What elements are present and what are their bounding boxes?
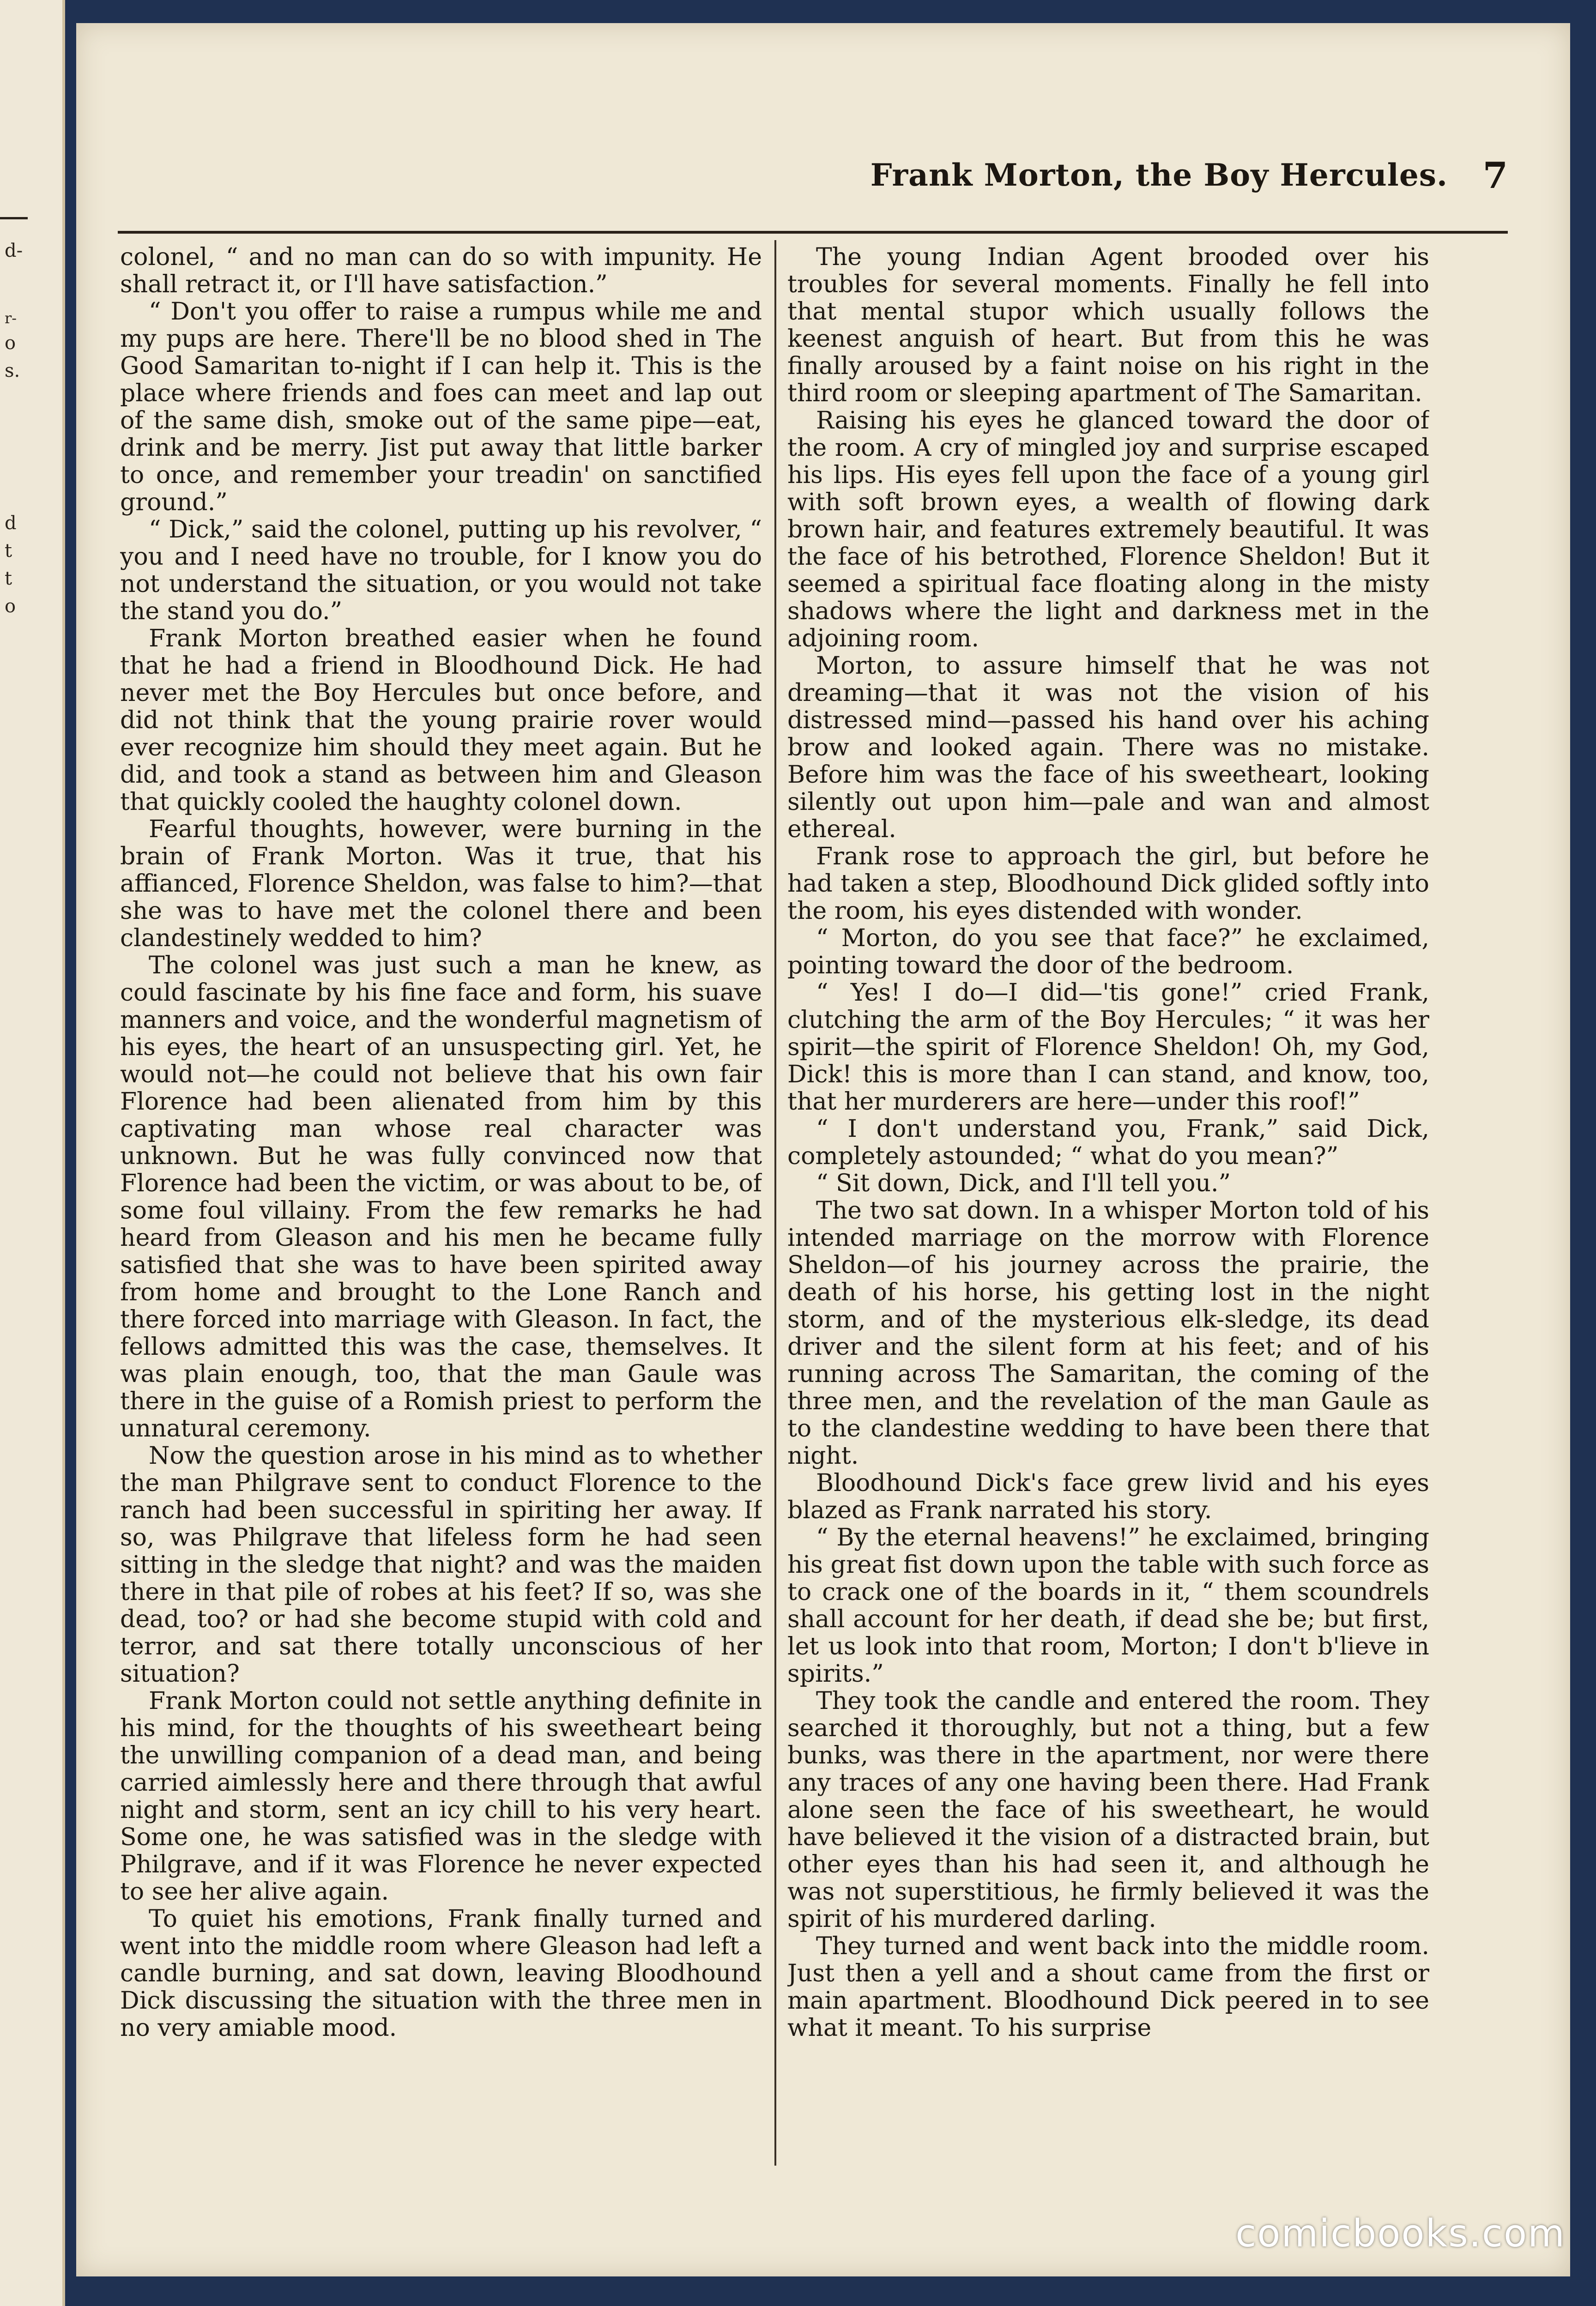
margin-fragment: o [5,332,16,354]
paragraph: “ Yes! I do—I did—'tis gone!” cried Frank, clutching the arm of the Boy Hercules; “ it was her spirit—the spirit of Florence Sheldon! Oh, my God, Dick! this is more than I can stand, and know, too, that her murderers are here—under this roof!” [787,979,1429,1116]
header-rule [118,231,1508,234]
paragraph: The young Indian Agent brooded over his troubles for several moments. Finally he fell into that mental stupor which usually follows the keenest anguish of heart. But from this he was finally aroused by a faint noise on his right in the third room or sleeping apartment of The Samaritan. [787,244,1429,407]
margin-fragment: d- [5,240,23,261]
paragraph: “ Sit down, Dick, and I'll tell you.” [816,1170,1231,1197]
margin-fragment: s. [5,360,20,381]
paragraph: Raising his eyes he glanced toward the door of the room. A cry of mingled joy and surprise escaped his lips. His eyes fell upon the face of a young girl with soft brown eyes, a wealth of flowing dark brown hair, and features extremely beautiful. It was the face of his betrothed, Florence Sheldon! But it seemed a spiritual face floating along in the misty shadows where the light and darkness met in the adjoining room. [787,407,1429,652]
column-divider [774,240,776,2166]
text-column-left [120,244,762,2183]
text-column-right [787,244,1429,2183]
margin-fragment: r- [5,309,17,327]
margin-fragment: t [5,568,12,589]
paragraph: They took the candle and entered the room. They searched it thoroughly, but not a thing, but a few bunks, was there in the apartment, nor were there any traces of any one having been there. Had Frank alone seen the face of his sweetheart, he would have believed it the vision of a distracted brain, but other eyes than his had seen it, and although he was not superstitious, he firmly believed it was the spirit of his murdered darling. [787,1687,1429,1933]
page-number: 7 [1482,155,1508,197]
paragraph: To quiet his emotions, Frank finally turned and went into the middle room where Gleason had left a candle burning, and sat down, leaving Bloodhound Dick discussing the situation with the three men in no very amiable mood. [120,1905,762,2042]
margin-rule [0,217,28,219]
paragraph: Fearful thoughts, however, were burning in the brain of Frank Morton. Was it true, that his affianced, Florence Sheldon, was false to him?—that she was to have met the colonel there and been clandestinely wedded to him? [120,815,762,952]
paragraph: “ I don't understand you, Frank,” said Dick, completely astounded; “ what do you mean?” [787,1115,1429,1170]
paragraph: “ By the eternal heavens!” he exclaimed, bringing his great fist down upon the table with such force as to crack one of the boards in it, “ them scoundrels shall account for her death, if dead she be; but first, let us look into that room, Morton; I don't b'lieve in spirits.” [787,1524,1429,1688]
paragraph: Frank Morton could not settle anything definite in his mind, for the thoughts of his sweetheart being the unwilling companion of a dead man, and being carried aimlessly here and there through that awful night and storm, sent an icy chill to his very heart. Some one, he was satisfied was in the sledge with Philgrave, and if it was Florence he never expected to see her alive again. [120,1687,762,1906]
paragraph: Frank Morton breathed easier when he found that he had a friend in Bloodhound Dick. He had never met the Boy Hercules but once before, and did not think that the young prairie rover would ever recognize him should they meet again. But he did, and took a stand as between him and Gleason that quickly cooled the haughty colonel down. [120,625,762,816]
paragraph: They turned and went back into the middle room. Just then a yell and a shout came from the first or main apartment. Bloodhound Dick peered in to see what it meant. To his surprise [787,1932,1429,2042]
margin-fragment: t [5,540,12,561]
page-sheet [76,23,1570,2276]
paragraph: The colonel was just such a man he knew, as could fascinate by his fine face and form, his suave manners and voice, and the wonderful magnetism of his eyes, the heart of an unsuspecting girl. Yet, he would not—he could not believe that his own fair Florence had been alienated from him by this captivating man whose real character was unknown. But he was fully convinced now that Florence had been the victim, or was about to be, of some foul villainy. From the few remarks he had heard from Gleason and his men he became fully satisfied that she was to have been spirited away from home and brought to the Lone Ranch and there forced into marriage with Gleason. In fact, the fellows admitted this was the case, themselves. It was plain enough, too, that the man Gaule was there in the guise of a Romish priest to perform the unnatural ceremony. [120,952,762,1443]
paragraph: Bloodhound Dick's face grew livid and his eyes blazed as Frank narrated his story. [787,1469,1429,1524]
paragraph: Now the question arose in his mind as to whether the man Philgrave sent to conduct Florence to the ranch had been successful in spiriting her away. If so, was Philgrave that lifeless form he had seen sitting in the sledge that night? and was the maiden there in that pile of robes at his feet? If so, was she dead, too? or had she become stupid with cold and terror, and sat there totally unconscious of her situation? [120,1442,762,1688]
paragraph: “ Dick,” said the colonel, putting up his revolver, “ you and I need have no trouble, for I know you do not understand the situation, or you would not take the stand you do.” [120,516,762,625]
adjacent-page-margin [0,0,65,2306]
paragraph: Morton, to assure himself that he was not dreaming—that it was not the vision of his distressed mind—passed his hand over his aching brow and looked again. There was no mistake. Before him was the face of his sweetheart, looking silently out upon him—pale and wan and almost ethereal. [787,652,1429,843]
margin-fragment: d [5,513,17,534]
paragraph: “ Don't you offer to raise a rumpus while me and my pups are here. There'll be no blood shed in The Good Samaritan to-night if I can help it. This is the place where friends and foes can meet and lap out of the same dish, smoke out of the same pipe—eat, drink and be merry. Jist put away that little barker to once, and remember your treadin' on sanctified ground.” [120,298,762,516]
paragraph: “ Morton, do you see that face?” he exclaimed, pointing toward the door of the bedroom. [787,924,1429,979]
paragraph: Frank rose to approach the girl, but before he had taken a step, Bloodhound Dick glided softly into the room, his eyes distended with wonder. [787,843,1429,925]
watermark: comicbooks.com [1235,2212,1566,2256]
paragraph: The two sat down. In a whisper Morton told of his intended marriage on the morrow with Florence Sheldon—of his journey across the prairie, the death of his horse, his getting lost in the night storm, and of the mysterious elk-sledge, its dead driver and the silent form at his feet; and of his running across The Samaritan, the coming of the three men, and the revelation of the man Gaule as to the clandestine wedding to have been there that night. [787,1197,1429,1470]
paragraph: colonel, “ and no man can do so with impunity. He shall retract it, or I'll have satisfaction.” [120,244,762,298]
running-head: Frank Morton, the Boy Hercules. [870,157,1448,193]
margin-fragment: o [5,596,16,617]
